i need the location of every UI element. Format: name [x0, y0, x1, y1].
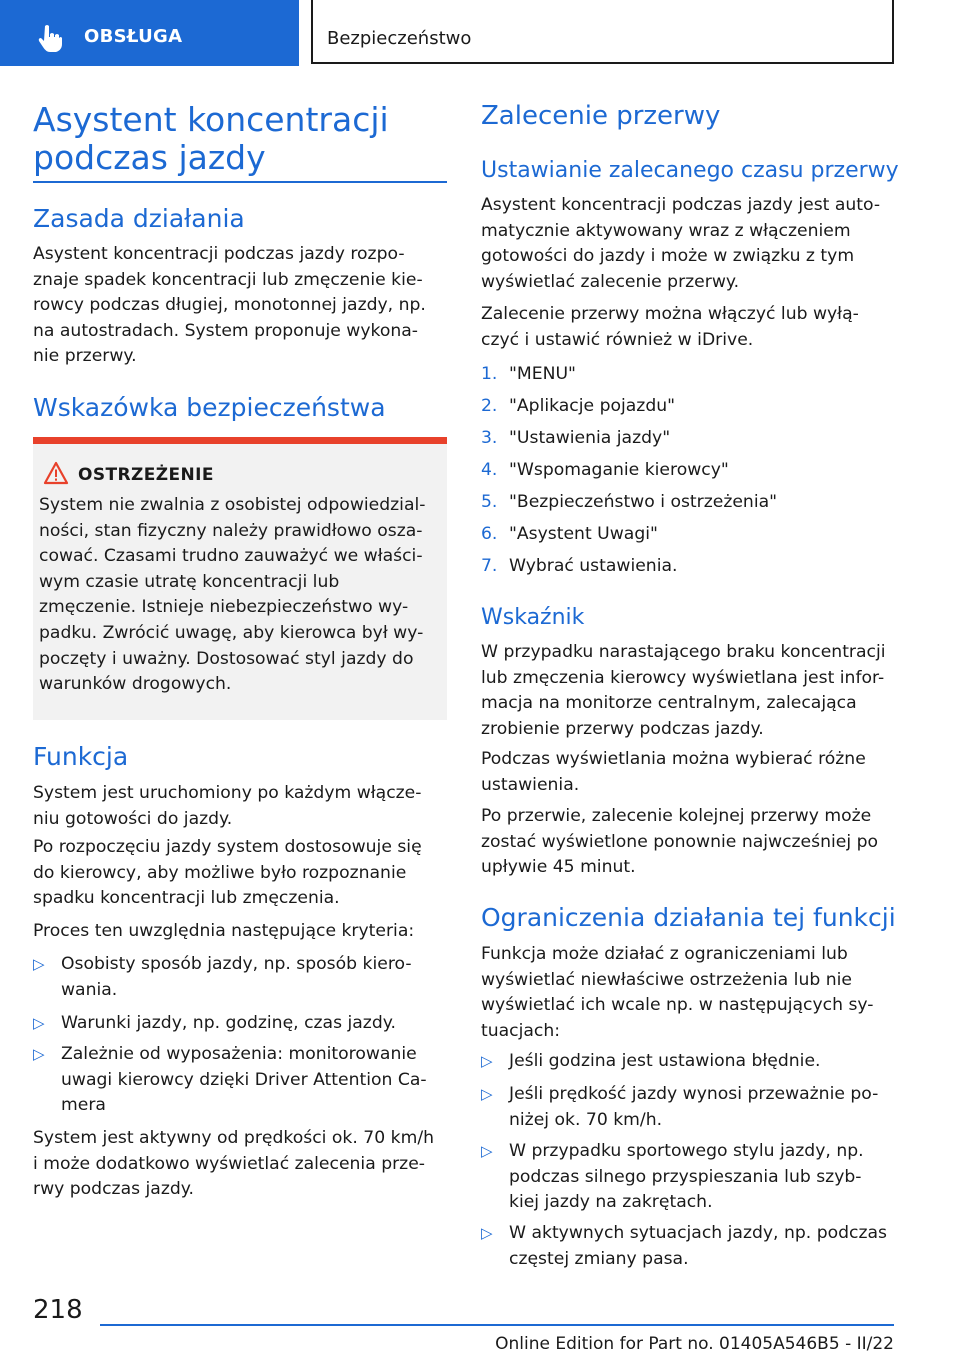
step-item: 1. "MENU" [481, 364, 576, 384]
step-item: 2. "Aplikacje pojazdu" [481, 396, 676, 416]
function-paragraph-3: Proces ten uwzględnia następujące kryteria: [33, 921, 415, 941]
list-item: ▷ Osobisty sposób jazdy, np. sposób kiero- wania. [33, 954, 412, 1000]
principle-text: Asystent koncentracji podczas jazdy rozpo- znaje spadek koncentracji lub zmęczenie kie- rowcy podczas długiej, monotonnej jazdy, np. na autostradach. System proponuje wykona- nie przerwy. [33, 244, 426, 367]
section-label: OBSŁUGA [84, 26, 183, 47]
hand-pointer-icon [38, 24, 64, 52]
step-item: 6. "Asystent Uwagi" [481, 524, 658, 544]
warning-text: System nie zwalnia z osobistej odpowiedzial- ności, stan fizyczny należy prawidłowo osza- cować. Czasami trudno zauważyć we właści- wym czasie utratę koncentracji lub zmęczenie. Istnieje niebezpieczeństwo wy- padku. Zwrócić uwagę, aby kierowca był wy- poczęty i uważny. Dostosować styl jazdy do warunków drogowych. [39, 495, 426, 695]
triangle-bullet-icon: ▷ [33, 955, 45, 973]
chapter-tab[interactable] [311, 0, 894, 64]
setting-paragraph-2: Zalecenie przerwy można włączyć lub wyłą- czyć i ustawić również w iDrive. [481, 304, 859, 350]
triangle-bullet-icon: ▷ [481, 1224, 493, 1242]
limits-heading: Ograniczenia działania tej funkcji [481, 903, 896, 932]
step-item: 3. "Ustawienia jazdy" [481, 428, 671, 448]
chapter-label: Bezpieczeństwo [327, 28, 472, 49]
list-item: ▷ Jeśli prędkość jazdy wynosi przeważnie po- niżej ok. 70 km/h. [481, 1084, 879, 1130]
page-number: 218 [33, 1295, 83, 1325]
triangle-bullet-icon: ▷ [481, 1052, 493, 1070]
function-paragraph-1: System jest uruchomiony po każdym włącze- niu gotowości do jazdy. [33, 783, 422, 829]
function-paragraph-4: System jest aktywny od prędkości ok. 70 km/h i może dodatkowo wyświetlać zalecenia prze- rwy podczas jazdy. [33, 1128, 435, 1200]
step-item: 5. "Bezpieczeństwo i ostrzeżenia" [481, 492, 778, 512]
warning-title: OSTRZEŻENIE [78, 465, 214, 485]
title-divider [33, 181, 447, 183]
setting-paragraph-1: Asystent koncentracji podczas jazdy jest auto- matycznie aktywowany wraz z włączeniem gotowości do jazdy i może w związku z tym wyświetlać zalecenie przerwy. [481, 195, 881, 292]
triangle-bullet-icon: ▷ [481, 1142, 493, 1160]
list-item: ▷ Zależnie od wyposażenia: monitorowanie uwagi kierowcy dzięki Driver Attention Ca- mera [33, 1044, 427, 1116]
warning-triangle-icon [43, 461, 69, 485]
principle-heading: Zasada działania [33, 204, 245, 233]
indicator-heading: Wskaźnik [481, 605, 585, 630]
warning-bar [33, 437, 447, 444]
list-item: ▷ W aktywnych sytuacjach jazdy, np. podczas częstej zmiany pasa. [481, 1223, 887, 1269]
step-item: 7. Wybrać ustawienia. [481, 556, 678, 576]
page-title: Asystent koncentracji podczas jazdy [33, 100, 389, 177]
triangle-bullet-icon: ▷ [33, 1045, 45, 1063]
triangle-bullet-icon: ▷ [33, 1014, 45, 1032]
step-item: 4. "Wspomaganie kierowcy" [481, 460, 729, 480]
list-item: ▷ Warunki jazdy, np. godzinę, czas jazdy. [33, 1011, 447, 1037]
section-tab[interactable] [0, 0, 299, 66]
setting-heading: Ustawianie zalecanego czasu przerwy [481, 158, 899, 183]
footer-edition: Online Edition for Part no. 01405A546B5 - II/22 [495, 1334, 894, 1354]
indicator-paragraph-3: Po przerwie, zalecenie kolejnej przerwy może zostać wyświetlone ponownie najwcześniej po upływie 45 minut. [481, 806, 878, 878]
limits-paragraph: Funkcja może działać z ograniczeniami lub wyświetlać niewłaściwe ostrzeżenia lub nie wyświetlać ich wcale np. w następujących sy- tuacjach: [481, 944, 874, 1041]
indicator-paragraph-1: W przypadku narastającego braku koncentracji lub zmęczenia kierowcy wyświetlana jest infor- macja na monitorze centralnym, zalecająca zrobienie przerwy podczas jazdy. [481, 642, 886, 739]
safety-heading: Wskazówka bezpieczeństwa [33, 393, 386, 422]
list-item: ▷ W przypadku sportowego stylu jazdy, np. podczas silnego przyspieszania lub szyb- kiej jazdy na zakrętach. [481, 1141, 864, 1213]
indicator-paragraph-2: Podczas wyświetlania można wybierać różne ustawienia. [481, 749, 866, 795]
list-item: ▷ Jeśli godzina jest ustawiona błędnie. [481, 1049, 896, 1075]
triangle-bullet-icon: ▷ [481, 1085, 493, 1103]
function-paragraph-2: Po rozpoczęciu jazdy system dostosowuje się do kierowcy, aby możliwe było rozpoznanie spadku koncentracji lub zmęczenia. [33, 837, 422, 909]
function-heading: Funkcja [33, 742, 129, 771]
break-heading: Zalecenie przerwy [481, 101, 721, 131]
footer-divider [100, 1324, 894, 1326]
